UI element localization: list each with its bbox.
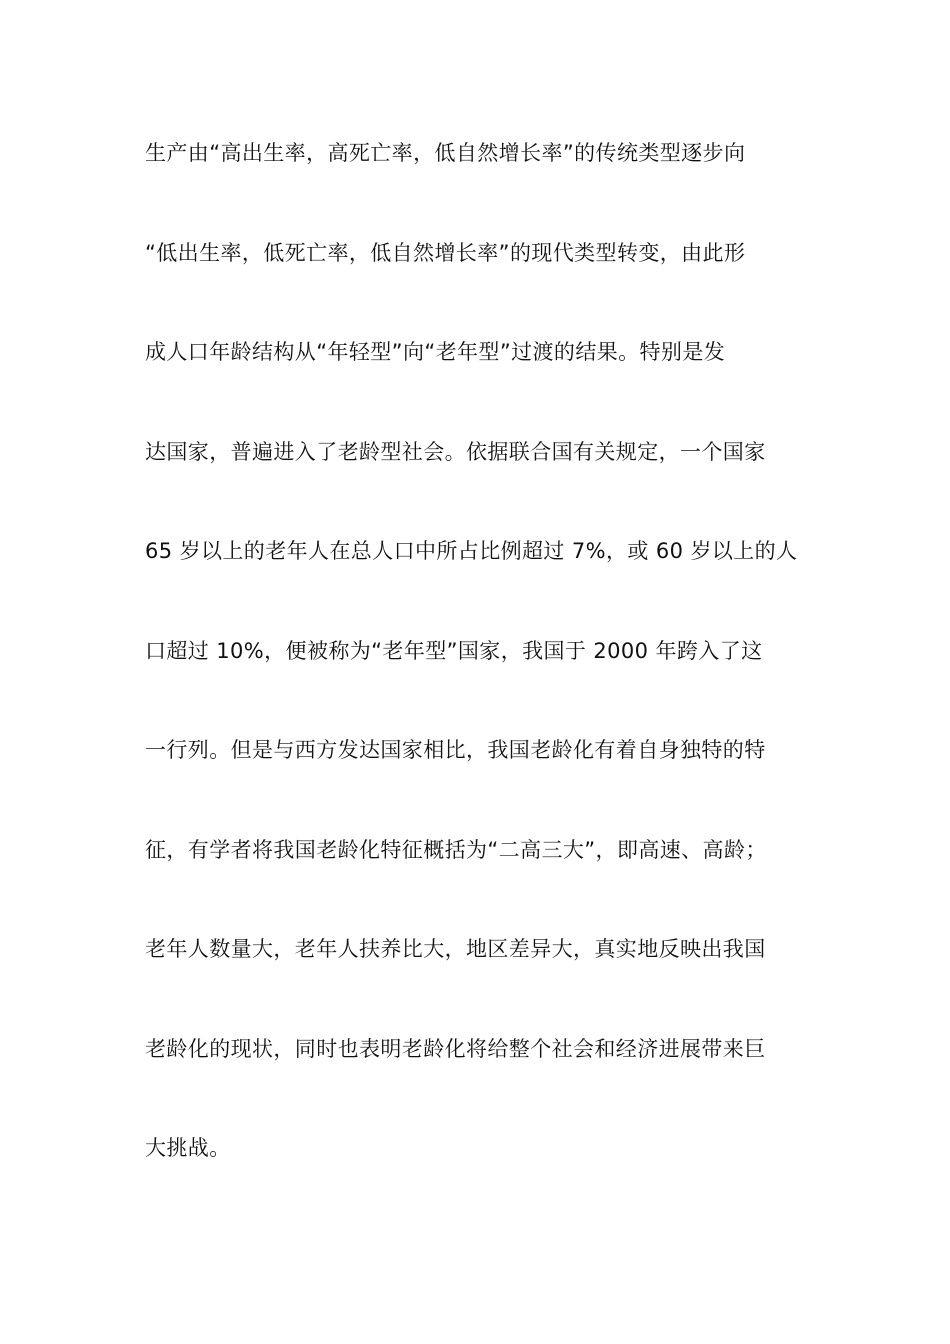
paragraph-line: 老年人数量大，老年人扶养比大，地区差异大，真实地反映出我国 [145, 937, 766, 961]
paragraph-line: 达国家，普遍进入了老龄型社会。依据联合国有关规定，一个国家 [145, 439, 766, 464]
paragraph-line: 大挑战。 [145, 1136, 231, 1160]
body-paragraph [145, 130, 835, 1225]
paragraph-line: 老龄化的现状，同时也表明老龄化将给整个社会和经济进展带来巨 [145, 1036, 766, 1061]
paragraph-line: 口超过 10%，便被称为“老年型”国家，我国于 2000 年跨入了这 [145, 638, 763, 663]
paragraph-line: 65 岁以上的老年人在总人口中所占比例超过 7%，或 60 岁以上的人 [145, 539, 798, 563]
paragraph-line: 征，有学者将我国老龄化特征概括为“二高三大”，即高速、高龄； [145, 837, 767, 862]
paragraph-line: 生产由“高出生率，高死亡率，低自然增长率”的传统类型逐步向 [145, 141, 746, 165]
paragraph-line: 一行列。但是与西方发达国家相比，我国老龄化有着自身独特的特 [145, 738, 766, 762]
paragraph-line: 成人口年龄结构从“年轻型”向“老年型”过渡的结果。特别是发 [145, 340, 726, 364]
paragraph-line: “低出生率，低死亡率，低自然增长率”的现代类型转变，由此形 [145, 240, 746, 265]
